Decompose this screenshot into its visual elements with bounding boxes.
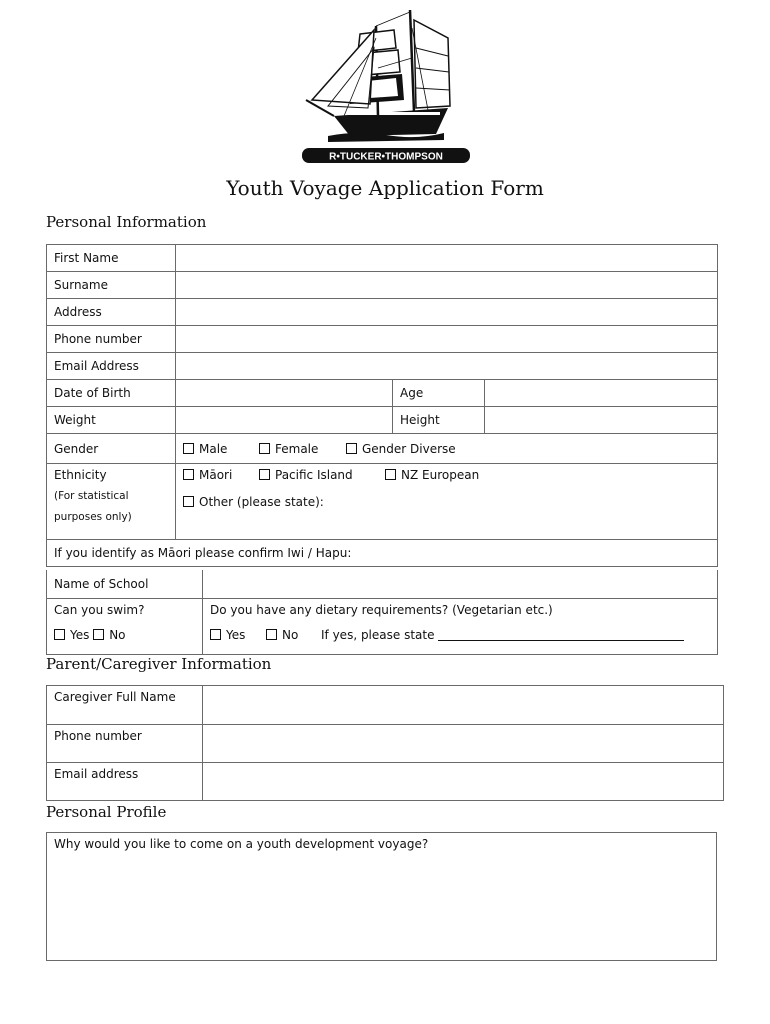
personal-information-heading: Personal Information bbox=[46, 213, 207, 231]
profile-table bbox=[46, 832, 717, 961]
checkbox[interactable] bbox=[210, 629, 221, 640]
ethnicity-pacific-option[interactable]: Pacific Island bbox=[259, 468, 385, 482]
age-field[interactable] bbox=[485, 380, 718, 407]
email-label: Email Address bbox=[47, 353, 176, 380]
weight-label: Weight bbox=[47, 407, 176, 434]
checkbox[interactable] bbox=[259, 469, 270, 480]
checkbox[interactable] bbox=[54, 629, 65, 640]
address-field[interactable] bbox=[176, 299, 718, 326]
swim-no-option[interactable]: No bbox=[93, 628, 125, 642]
height-label: Height bbox=[393, 407, 485, 434]
swim-yes-option[interactable]: Yes bbox=[54, 628, 89, 642]
email-field[interactable] bbox=[176, 353, 718, 380]
gender-male-option[interactable]: Male bbox=[183, 442, 259, 456]
diet-state-label: If yes, please state bbox=[321, 627, 435, 642]
gender-options bbox=[176, 434, 718, 464]
checkbox[interactable] bbox=[183, 469, 194, 480]
diet-cell bbox=[203, 598, 718, 654]
dob-label: Date of Birth bbox=[47, 380, 176, 407]
surname-label: Surname bbox=[47, 272, 176, 299]
gender-label: Gender bbox=[47, 434, 176, 464]
ethnicity-other-option[interactable]: Other (please state): bbox=[183, 495, 324, 509]
phone-field[interactable] bbox=[176, 326, 718, 353]
address-label: Address bbox=[47, 299, 176, 326]
caregiver-information-heading: Parent/Caregiver Information bbox=[46, 655, 272, 673]
dob-field[interactable] bbox=[176, 380, 393, 407]
first-name-field[interactable] bbox=[176, 245, 718, 272]
checkbox[interactable] bbox=[259, 443, 270, 454]
checkbox[interactable] bbox=[385, 469, 396, 480]
form-title: Youth Voyage Application Form bbox=[226, 176, 544, 200]
ethnicity-label: Ethnicity bbox=[54, 468, 107, 482]
school-table bbox=[46, 570, 718, 655]
phone-label: Phone number bbox=[47, 326, 176, 353]
gender-diverse-option[interactable]: Gender Diverse bbox=[346, 442, 456, 456]
diet-no-option[interactable]: No bbox=[266, 628, 321, 642]
weight-field[interactable] bbox=[176, 407, 393, 434]
gender-female-option[interactable]: Female bbox=[259, 442, 346, 456]
iwi-hapu-row[interactable]: If you identify as Māori please confirm Iwi / Hapu: bbox=[47, 540, 718, 567]
profile-question-field[interactable] bbox=[47, 833, 717, 961]
ethnicity-label-cell bbox=[47, 464, 176, 540]
caregiver-phone-label: Phone number bbox=[47, 725, 203, 763]
height-field[interactable] bbox=[485, 407, 718, 434]
personal-info-table bbox=[46, 244, 718, 567]
caregiver-name-field[interactable] bbox=[203, 686, 724, 725]
profile-question: Why would you like to come on a youth development voyage? bbox=[54, 837, 429, 851]
school-label: Name of School bbox=[47, 570, 203, 598]
logo-text: R•TUCKER•THOMPSON bbox=[329, 151, 443, 163]
ship-logo bbox=[298, 8, 474, 168]
age-label: Age bbox=[393, 380, 485, 407]
diet-state-line[interactable] bbox=[438, 630, 684, 641]
swim-question: Can you swim? bbox=[54, 602, 145, 617]
first-name-label: First Name bbox=[47, 245, 176, 272]
caregiver-name-label: Caregiver Full Name bbox=[47, 686, 203, 725]
caregiver-table bbox=[46, 685, 724, 801]
ethnicity-nz-european-option[interactable]: NZ European bbox=[385, 468, 479, 482]
checkbox[interactable] bbox=[346, 443, 357, 454]
checkbox[interactable] bbox=[266, 629, 277, 640]
ethnicity-note: (For statistical bbox=[54, 490, 129, 502]
ethnicity-options bbox=[176, 464, 718, 540]
diet-question: Do you have any dietary requirements? (Vegetarian etc.) bbox=[210, 602, 553, 617]
caregiver-email-label: Email address bbox=[47, 763, 203, 801]
school-field[interactable] bbox=[203, 570, 718, 598]
personal-profile-heading: Personal Profile bbox=[46, 803, 167, 821]
checkbox[interactable] bbox=[183, 443, 194, 454]
caregiver-email-field[interactable] bbox=[203, 763, 724, 801]
surname-field[interactable] bbox=[176, 272, 718, 299]
diet-yes-option[interactable]: Yes bbox=[210, 628, 266, 642]
caregiver-phone-field[interactable] bbox=[203, 725, 724, 763]
ethnicity-note: purposes only) bbox=[54, 511, 132, 523]
ethnicity-maori-option[interactable]: Māori bbox=[183, 468, 259, 482]
checkbox[interactable] bbox=[183, 496, 194, 507]
swim-cell bbox=[47, 598, 203, 654]
checkbox[interactable] bbox=[93, 629, 104, 640]
